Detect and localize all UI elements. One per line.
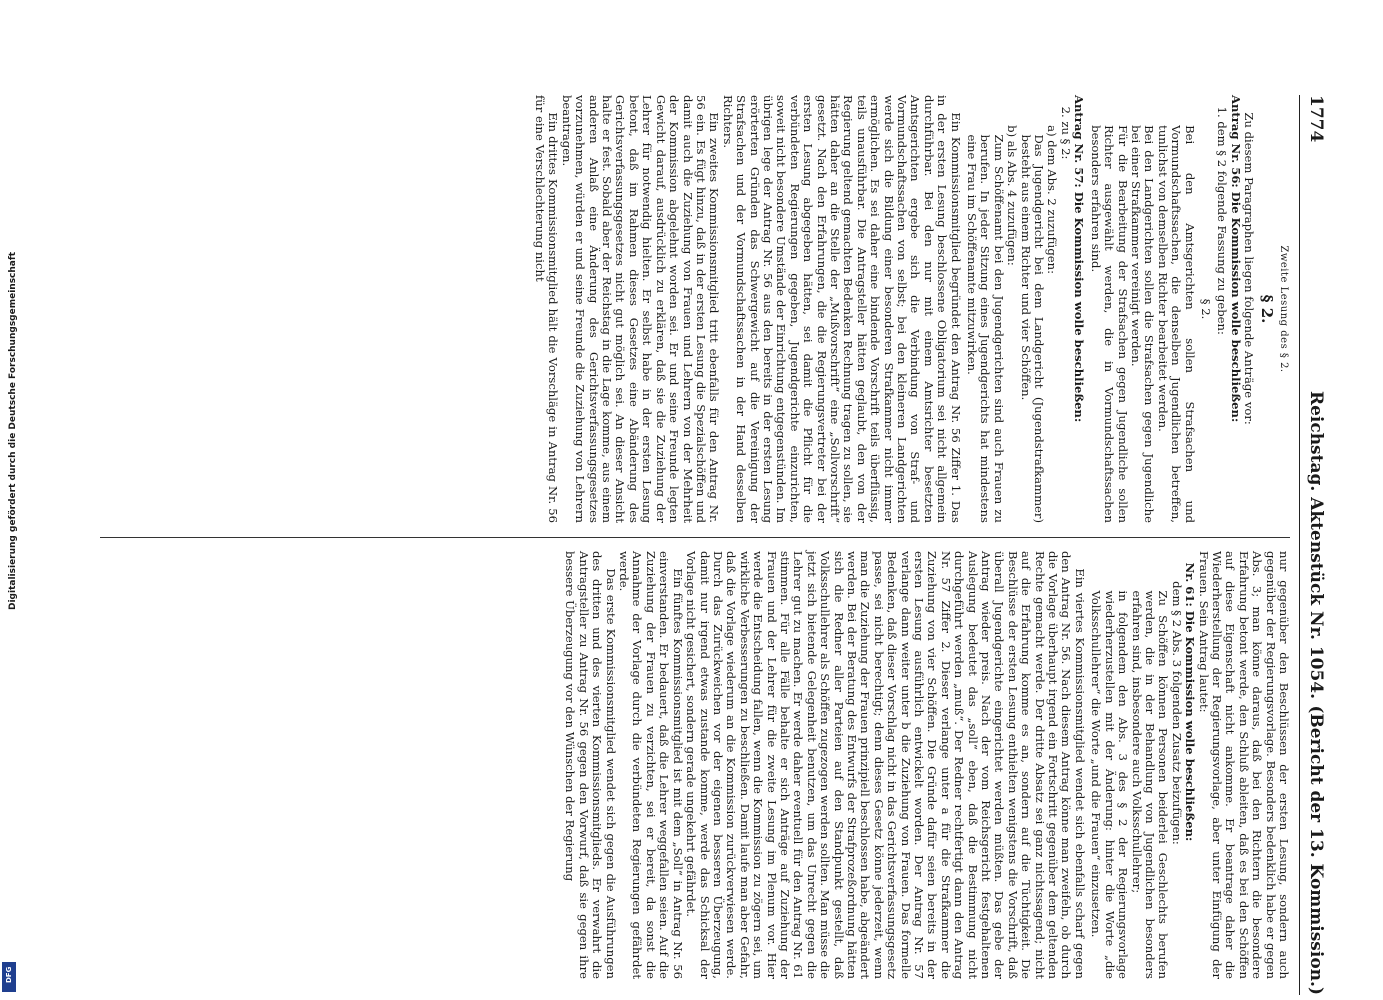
column-divider [100,537,1290,538]
intro-text: Zu diesem Paragraphen liegen folgende Anträge vor: [1242,112,1257,425]
antrag-57-a: a) dem Abs. 2 zuzufügen: [1045,125,1060,274]
paragraph-member-6: Das erste Kommissionsmitglied wendet sich gegen die Ausführungen des dritten und des vierten Kommissionsmitglieds. Er verwahrt die Antragsteller zu Antrag Nr. 56 gegen den Vorwurf, daß sie gegen ihre bessere Überzeugung vor den Wünschen der Regierung [563,551,618,979]
paragraph-member-5: Ein fünftes Kommissionsmitglied ist mit dem „Soll“ in Antrag Nr. 56 einverstanden. Er bedauert, daß die Lehrer weggefallen seien. Auf die Zuziehung der Frauen zu verzichten, sei er bereit, da sonst die Annahme der Vorlage durch die verbündeten Regierungen gefährdet werde. [617,551,685,979]
antrag-56-item: 1. dem § 2 folgende Fassung zu geben: [1215,106,1230,335]
header-title: Reichstag. Aktenstück Nr. 1054. [1306,390,1326,700]
funding-note: Digitalisierung gefördert durch die Deutsche Forschungsgemeinschaft [8,251,18,610]
header-report: (Bericht der 13. Kommission.) [1306,705,1326,995]
left-column [533,95,1290,523]
reading-label: Zweite Lesung des § 2. [1278,245,1289,373]
paragraph-heading: § 2. [1257,294,1276,324]
antrag-57-item: 2. zu § 2: [1058,106,1073,160]
paragraph-member-1: Ein Kommissionsmitglied begründet den Antrag Nr. 56 Ziffer 1. Das in der ersten Lesung beschlossene Obligatorium sei nicht allgemein durchführbar. Bei den nur mit einem Amtsrichter besetzten Amtsgerichten ergebe sich die Verbindung von Straf- und Vormundschaftssachen von selbst; bei den kleineren Landgerichten werde sich die Bildung einer besonderen Strafkammer nicht immer ermöglichen. Es sei daher eine bindende Vorschrift teils überflüssig, teils unausführbar. Die Antragsteller hätten geglaubt, den von der Regierung geltend gemachten Bedenken Rechnung tragen zu sollen, sie hätten daher an die Stelle der „Mußvorschrift“ eine „Sollvorschrift“ gesetzt. Nach den Erfahrungen, die die Regierungsvertreter bei der ersten Lesung abgegeben hätten, sei damit die Pflicht für die verbündeten Regierungen gegeben, Jugendgerichte einzurichten, soweit nicht besondere Umstände der Einrichtung entgegenstünden. Im übrigen lege der Antrag Nr. 56 aus den bereits in der ersten Lesung erörterten Gründen das Schwergewicht auf die Vereinigung der Strafsachen und der Vormundschaftssachen in der Hand desselben Richters. [720,95,963,523]
document-page [95,95,1330,995]
page-header [1299,95,1330,995]
paragraph-continued: nur gegenüber den Beschlüssen der ersten Lesung, sondern auch gegenüber der Regierungsvorlage. Besonders bedenklich habe er gegen Abs. 3; man könne daraus, daß bei den Richtern die besondere Erfahrung betont werde, den Schluß ableiten, daß es bei den Schöffen auf diese Eigenschaft nicht ankomme. Er beantrage daher die Wiederherstellung der Regierungsvorlage, aber unter Einfügung der Frauen. Sein Antrag lautet: [1196,551,1291,979]
page-number: 1774 [1306,95,1326,143]
paragraph-member-4: Ein viertes Kommissionsmitglied wendet sich ebenfalls scharf gegen den Antrag Nr. 56. Nach diesem Antrag könne man zweifeln, ob durch die Vorlage überhaupt irgend ein Fortschritt gegenüber dem geltenden Rechte gemacht werde. Der dritte Absatz sei ganz nichtssagend; nicht auf die Erfahrung komme es an, sondern auf die Tüchtigkeit. Die Beschlüsse der ersten Lesung enthielten wenigstens die Vorschrift, daß überall Jugendgerichte eingerichtet werden müßten. Das gebe der Antrag wieder preis. Nach der vom Reichsgericht festgehaltenen Auslegung bedeutet das „soll“ eben, daß die Bestimmung nicht durchgeführt werden „muß“. Der Redner rechtfertigt dann den Antrag Nr. 57 Ziffer 2. Dieser verlange unter a für die Strafkammer die Zuziehung von vier Schöffen. Die Gründe dafür seien bereits in der ersten Lesung ausführlich entwickelt worden. Der Antrag Nr. 57 verlange dann weiter unter b die Zuziehung von Frauen. Das formelle Bedenken, daß dieser Vorschlag nicht in das Gerichtsverfassungsgesetz passe, sei nicht berechtigt; denn dieses Gesetz könne jederzeit, wenn man die Zuziehung der Frauen prinzipiell beschlossen habe, abgeändert werden. Bei der Beratung des Entwurfs der Strafprozeßordnung hätten sich die Redner aller Parteien auf den Standpunkt gestellt, daß Volksschullehrer als Schöffen zugezogen werden sollten. Man müsse die jetzt sich bietende Gelegenheit benutzen, um das Unrecht gegen die Lehrer gut zu machen. Er werde daher eventuell für den Antrag Nr. 61 stimmen. Für alle Fälle behalte er sich Anträge auf Zuziehung der Frauen und der Lehrer für die zweite Lesung im Plenum vor. Hier werde die Entscheidung fallen, wenn die Kommission zu zögern sei, um wirkliche Verbesserungen zu beschließen. Damit laufe man aber Gefahr, daß die Vorlage wiederum an die Kommission zurückverwiesen werde. Durch das Zurückweichen vor der eigenen besseren Überzeugung, damit nur irgend etwas zustande komme, werde das Schicksal der Vorlage nicht gesichert, sondern gerade ungekehrt gefährdet. [684,551,1087,979]
right-column [563,551,1290,979]
antrag-61-item-1: dem § 2 Abs. 3 folgenden Zusatz beizufügen: [1169,581,1184,845]
antrag-57-b: b) als Abs. 4 zuzufügen: [1005,125,1020,266]
antrag-56-text-2: Bei den Landgerichten sollen die Strafsachen gegen Jugendliche bei einer Strafkammer vereinigt werden. [1128,125,1157,523]
antrag-61-text: Zu Schöffen können Personen beiderlei Geschlechts berufen werden, die in der Behandlung von Jugendlichen besonders erfahren sind, insbesondere auch Volksschullehrer; [1129,590,1171,979]
antrag-56-heading: Antrag Nr. 56: Die Kommission wolle beschließen: [1228,95,1243,423]
dfg-logo: DFG [2,962,16,992]
paragraph-member-3: Ein drittes Kommissionsmitglied hält die Vorschläge in Antrag Nr. 56 für eine Verschlechterung nicht [533,95,561,523]
antrag-57-b-text: Zum Schöffenamt bei den Jugendgerichten sind auch Frauen zu berufen. In jeder Sitzung eines Jugendgerichts hat mindestens eine Frau im Schöffenamte mitzuwirken. [965,134,1006,523]
antrag-61-item-2: in folgendem den Abs. 3 des § 2 der Regierungsvorlage wiederherzustellen mit der Änderung: hinter die Worte „die Volksschullehrer“ die Worte „und die Frauen“ einzusetzen. [1089,590,1131,979]
antrag-57-a-text: Das Jugendgericht bei dem Landgericht (Jugendstrafkammer) besteht aus einem Richter und vier Schöffen. [1018,134,1047,523]
antrag-56-subheading: § 2. [1198,298,1213,320]
paragraph-member-2: Ein zweites Kommissionsmitglied tritt ebenfalls für den Antrag Nr. 56 ein. Es fügt hinzu, daß in der ersten Lesung die Spezialschöffen und damit auch die Zuziehung von Frauen und Lehrern von der Mehrheit der Kommission abgelehnt worden sei. Er und seine Freunde legten Gewicht darauf, ausdrücklich zu erklären, daß sie die Zuziehung der Lehrer für notwendig hielten. Er selbst habe in der ersten Lesung betont, daß im Rahmen dieses Gesetzes eine Abänderung des Gerichtsverfassungsgesetzes nicht gut möglich sei. An dieser Ansicht halte er fest. Sobald aber der Reichstag in die Lage komme, aus einem anderen Anlaß eine Änderung des Gerichtsverfassungsgesetzes vorzunehmen, würden er und seine Freunde die Zuziehung von Lehrern beantragen. [559,95,722,523]
antrag-57-heading: Antrag Nr. 57: Die Kommission wolle beschließen: [1072,95,1087,423]
antrag-61-heading: Nr. 61: Die Kommission wolle beschließen: [1183,562,1198,842]
antrag-56-text-3: Für die Bearbeitung der Strafsachen gegen Jugendliche sollen Richter ausgewählt werden, die in Vormundschaftssachen besonders erfahren sind. [1088,125,1130,523]
antrag-56-text-1: Bei den Amtsgerichten sollen Strafsachen und Vormundschaftssachen, die denselben Jugendlichen betreffen, tunlichst von demselben Richter bearbeitet werden. [1155,125,1197,523]
